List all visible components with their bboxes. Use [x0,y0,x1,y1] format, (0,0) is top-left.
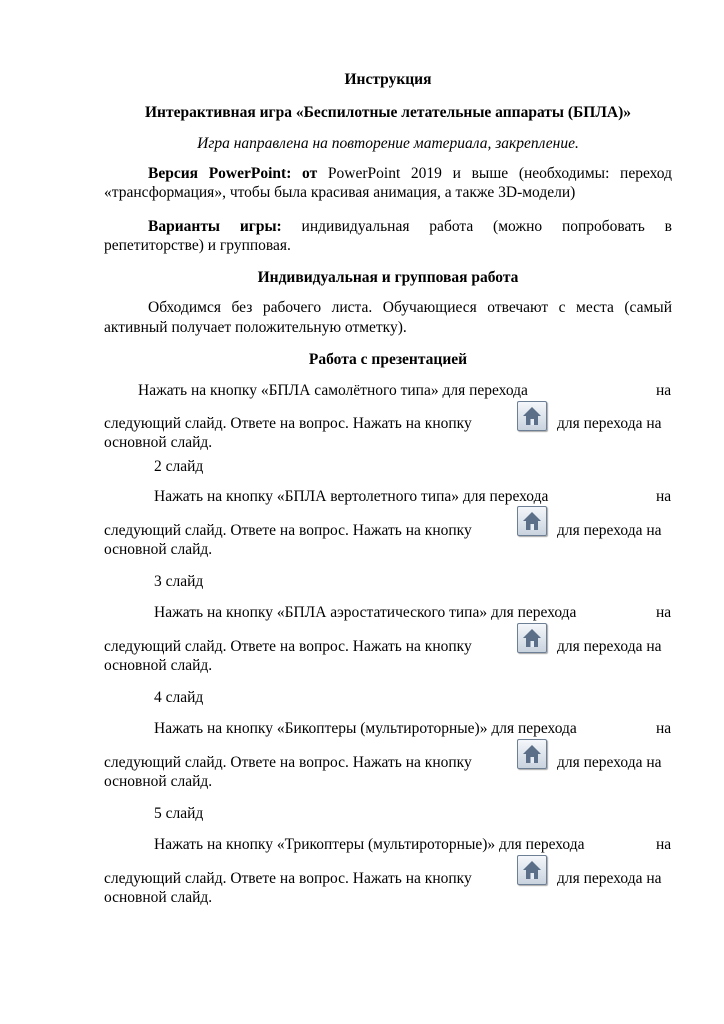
doc-subtitle: Интерактивная игра «Беспилотные летательные аппараты (БПЛА)» [144,104,632,121]
step-5-line-1: Нажать на кнопку «Трикоптеры (мультироторные)» для перехода [154,836,585,853]
step-3-line-3: основной слайд. [104,657,213,674]
section-individual-heading: Индивидуальная и групповая работа [257,269,519,286]
doc-purpose: Игра направлена на повторение материала, закрепление. [197,135,579,152]
step-1-line-3: основной слайд. [104,434,213,451]
version-text-2: «трансформация», чтобы была красивая анимация, а также 3D-модели) [104,184,576,201]
section-presentation-heading: Работа с презентацией [308,351,468,368]
step-2-line-1: Нажать на кнопку «БПЛА вертолетного типа» для перехода [154,488,549,505]
doc-title: Инструкция [344,71,432,88]
step-4-line-2-right: для перехода на [557,754,662,771]
home-icon [517,401,547,431]
version-label: Версия PowerPoint: [148,165,292,182]
variants-text-1: индивидуальная работа (можно попробовать в [301,218,673,235]
step-5-line-3: основной слайд. [104,889,213,906]
step-5-na: на [656,836,672,853]
step-3-line-1: Нажать на кнопку «БПЛА аэростатического типа» для перехода [154,604,577,621]
variants-text-2: репетиторстве) и групповая. [104,237,291,254]
home-icon [517,623,547,653]
step-4-line-3: основной слайд. [104,773,213,790]
step-4-line-1: Нажать на кнопку «Бикоптеры (мультироторные)» для перехода [154,720,577,737]
step-4-na: на [656,720,672,737]
step-1-line-2-right: для перехода на [557,415,662,432]
step-2-line-3: основной слайд. [104,541,213,558]
step-4-line-2: следующий слайд. Ответе на вопрос. Нажать на кнопку [104,754,472,771]
variants-line-1 [104,217,672,236]
step-1-line-1: Нажать на кнопку «БПЛА самолётного типа» для перехода [138,382,528,399]
home-icon [517,855,547,885]
step-3-line-2: следующий слайд. Ответе на вопрос. Нажать на кнопку [104,638,472,655]
step-2-na: на [656,488,672,505]
step-3-na: на [656,604,672,621]
home-icon [517,506,547,536]
step-5-slide-label: 5 слайд [154,805,204,822]
step-3-line-2-right: для перехода на [557,638,662,655]
section-individual-line-1: Обходимся без рабочего листа. Обучающиеся отвечают с места (самый [148,299,672,316]
version-from: от [302,165,318,182]
variants-label: Варианты игры: [148,218,282,235]
step-2-slide-label: 2 слайд [154,458,204,475]
step-2-line-2: следующий слайд. Ответе на вопрос. Нажать на кнопку [104,522,472,539]
step-5-line-2: следующий слайд. Ответе на вопрос. Нажать на кнопку [104,870,472,887]
home-icon [517,739,547,769]
section-individual-line-2: активный получает положительную отметку). [104,319,407,336]
step-4-slide-label: 4 слайд [154,689,204,706]
step-5-line-2-right: для перехода на [557,870,662,887]
step-1-na: на [656,382,672,399]
step-1-line-2: следующий слайд. Ответе на вопрос. Нажать на кнопку [104,415,472,432]
version-text-1: PowerPoint 2019 и выше (необходимы: переход [327,165,672,182]
step-2-line-2-right: для перехода на [557,522,662,539]
version-line-1 [104,164,672,183]
step-3-slide-label: 3 слайд [154,573,204,590]
